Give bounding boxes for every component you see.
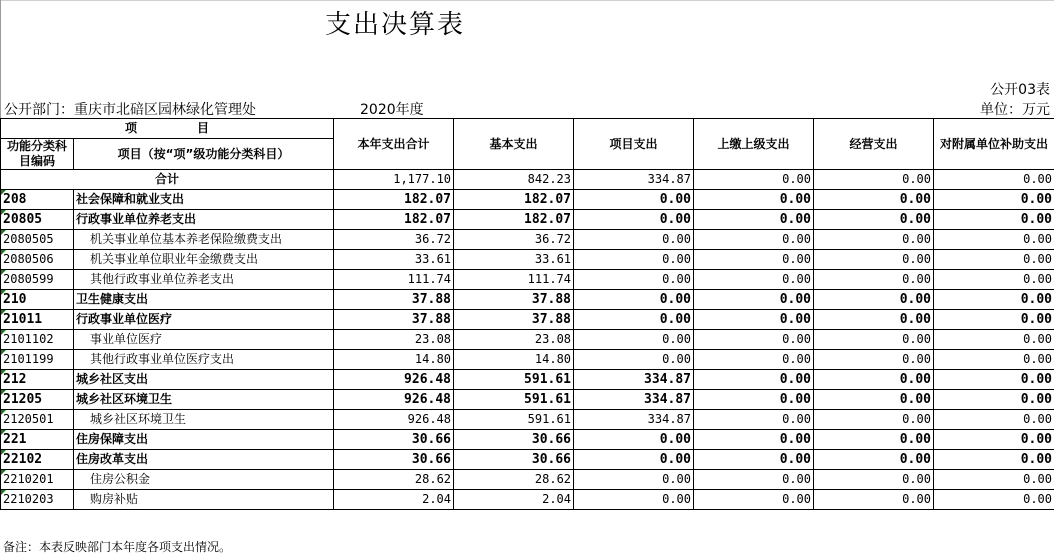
amount-cell[interactable]: 0.00	[934, 410, 1054, 430]
function-code-text: 20805	[3, 212, 43, 227]
item-name-cell[interactable]: 购房补贴	[74, 490, 334, 510]
function-code-cell[interactable]	[1, 490, 74, 510]
amount-cell[interactable]: 0.00	[574, 450, 694, 470]
amount-cell[interactable]: 0.00	[814, 470, 934, 490]
total-cell: 0.00	[694, 170, 814, 190]
amount-cell[interactable]: 0.00	[574, 350, 694, 370]
col-header-operating: 经营支出	[814, 119, 934, 170]
amount-cell[interactable]: 0.00	[574, 210, 694, 230]
form-number: 公开03表	[990, 82, 1050, 98]
table-row	[1, 310, 1054, 330]
amount-cell[interactable]: 0.00	[694, 190, 814, 210]
cell-comment-marker-icon	[1, 390, 6, 395]
item-name-cell[interactable]: 住房保障支出	[74, 430, 334, 450]
table-row	[1, 410, 1054, 430]
amount-cell[interactable]: 0.00	[574, 430, 694, 450]
total-cell: 842.23	[454, 170, 574, 190]
amount-cell[interactable]: 0.00	[694, 430, 814, 450]
amount-cell[interactable]: 30.66	[454, 430, 574, 450]
function-code-cell[interactable]	[1, 230, 74, 250]
cell-comment-marker-icon	[1, 330, 6, 335]
cell-comment-marker-icon	[1, 210, 6, 215]
amount-cell[interactable]: 0.00	[574, 470, 694, 490]
function-code-cell[interactable]	[1, 330, 74, 350]
header-row-1	[1, 119, 1054, 139]
item-name-cell[interactable]: 机关事业单位基本养老保险缴费支出	[74, 230, 334, 250]
amount-cell[interactable]: 0.00	[934, 430, 1054, 450]
amount-cell[interactable]: 0.00	[934, 490, 1054, 510]
amount-cell[interactable]: 0.00	[814, 230, 934, 250]
amount-cell[interactable]: 36.72	[454, 230, 574, 250]
function-code-cell[interactable]	[1, 410, 74, 430]
cell-comment-marker-icon	[1, 350, 6, 355]
department-label: 公开部门：重庆市北碚区园林绿化管理处	[4, 102, 256, 118]
amount-cell[interactable]: 926.48	[334, 410, 454, 430]
amount-cell[interactable]: 0.00	[814, 210, 934, 230]
item-group-header: 项 目	[1, 119, 334, 139]
amount-cell[interactable]: 591.61	[454, 410, 574, 430]
amount-cell[interactable]: 0.00	[694, 270, 814, 290]
function-code-cell[interactable]	[1, 270, 74, 290]
function-code-cell[interactable]	[1, 290, 74, 310]
cell-comment-marker-icon	[1, 190, 6, 195]
cell-comment-marker-icon	[1, 470, 6, 475]
amount-cell[interactable]: 0.00	[814, 370, 934, 390]
function-code-cell[interactable]	[1, 310, 74, 330]
amount-cell[interactable]: 591.61	[454, 370, 574, 390]
amount-cell[interactable]: 0.00	[814, 310, 934, 330]
function-code-text: 22102	[3, 452, 43, 467]
function-code-text: 2080505	[3, 232, 54, 246]
amount-cell[interactable]: 0.00	[694, 310, 814, 330]
amount-cell[interactable]: 14.80	[454, 350, 574, 370]
cell-comment-marker-icon	[1, 450, 6, 455]
function-code-text: 221	[3, 432, 27, 447]
cell-comment-marker-icon	[1, 290, 6, 295]
table-row	[1, 470, 1054, 490]
function-code-cell[interactable]	[1, 370, 74, 390]
amount-cell[interactable]: 926.48	[334, 390, 454, 410]
amount-cell[interactable]: 0.00	[574, 270, 694, 290]
amount-cell[interactable]: 0.00	[574, 330, 694, 350]
amount-cell[interactable]: 0.00	[934, 350, 1054, 370]
amount-cell[interactable]: 28.62	[454, 470, 574, 490]
cell-comment-marker-icon	[1, 310, 6, 315]
col-header-project: 项目支出	[574, 119, 694, 170]
amount-cell[interactable]: 0.00	[934, 270, 1054, 290]
cell-comment-marker-icon	[1, 250, 6, 255]
function-code-cell[interactable]	[1, 430, 74, 450]
amount-cell[interactable]: 182.07	[334, 210, 454, 230]
amount-cell[interactable]: 0.00	[934, 290, 1054, 310]
amount-cell[interactable]: 182.07	[454, 190, 574, 210]
cell-comment-marker-icon	[1, 270, 6, 275]
amount-cell[interactable]: 33.61	[334, 250, 454, 270]
unit-label: 单位：万元	[980, 102, 1050, 118]
amount-cell[interactable]: 0.00	[814, 350, 934, 370]
col-header-basic: 基本支出	[454, 119, 574, 170]
amount-cell[interactable]: 0.00	[574, 310, 694, 330]
amount-cell[interactable]: 0.00	[934, 250, 1054, 270]
amount-cell[interactable]: 23.08	[334, 330, 454, 350]
function-code-text: 212	[3, 372, 27, 387]
function-code-cell[interactable]	[1, 350, 74, 370]
amount-cell[interactable]: 0.00	[814, 250, 934, 270]
table-row	[1, 270, 1054, 290]
amount-cell[interactable]: 0.00	[934, 370, 1054, 390]
amount-cell[interactable]: 334.87	[574, 370, 694, 390]
function-code-cell[interactable]	[1, 250, 74, 270]
table-row	[1, 230, 1054, 250]
amount-cell[interactable]: 0.00	[934, 470, 1054, 490]
function-code-cell[interactable]	[1, 210, 74, 230]
item-name-cell[interactable]: 城乡社区环境卫生	[74, 390, 334, 410]
table-row	[1, 390, 1054, 410]
total-label: 合计	[1, 170, 334, 190]
function-code-text: 2080599	[3, 272, 54, 286]
amount-cell[interactable]: 2.04	[454, 490, 574, 510]
amount-cell[interactable]: 23.08	[454, 330, 574, 350]
table-row	[1, 450, 1054, 470]
amount-cell[interactable]: 36.72	[334, 230, 454, 250]
expenditure-table	[0, 118, 1054, 510]
amount-cell[interactable]: 0.00	[934, 230, 1054, 250]
table-row	[1, 350, 1054, 370]
cell-comment-marker-icon	[1, 430, 6, 435]
amount-cell[interactable]: 30.66	[334, 450, 454, 470]
amount-cell[interactable]: 0.00	[574, 490, 694, 510]
function-code-text: 2120501	[3, 412, 54, 426]
amount-cell[interactable]: 0.00	[694, 230, 814, 250]
function-code-cell[interactable]	[1, 390, 74, 410]
amount-cell[interactable]: 0.00	[814, 270, 934, 290]
function-code-text: 2080506	[3, 252, 54, 266]
function-code-text: 210	[3, 292, 27, 307]
table-row	[1, 250, 1054, 270]
amount-cell[interactable]: 0.00	[694, 350, 814, 370]
amount-cell[interactable]: 2.04	[334, 490, 454, 510]
item-name-cell[interactable]: 城乡社区环境卫生	[74, 410, 334, 430]
amount-cell[interactable]: 0.00	[814, 290, 934, 310]
amount-cell[interactable]: 0.00	[694, 470, 814, 490]
function-code-text: 21011	[3, 312, 43, 327]
table-row	[1, 370, 1054, 390]
cell-comment-marker-icon	[1, 490, 6, 495]
amount-cell[interactable]: 0.00	[694, 290, 814, 310]
item-name-cell[interactable]: 行政事业单位养老支出	[74, 210, 334, 230]
item-name-cell[interactable]: 卫生健康支出	[74, 290, 334, 310]
item-name-cell[interactable]: 其他行政事业单位医疗支出	[74, 350, 334, 370]
code-column-header: 功能分类科目编码	[1, 139, 74, 170]
amount-cell[interactable]: 37.88	[334, 310, 454, 330]
amount-cell[interactable]: 0.00	[574, 250, 694, 270]
amount-cell[interactable]: 14.80	[334, 350, 454, 370]
name-column-header: 项目（按“项”级功能分类科目）	[74, 139, 334, 170]
amount-cell[interactable]: 30.66	[454, 450, 574, 470]
amount-cell[interactable]: 33.61	[454, 250, 574, 270]
amount-cell[interactable]: 0.00	[934, 310, 1054, 330]
amount-cell[interactable]: 0.00	[814, 390, 934, 410]
amount-cell[interactable]: 0.00	[814, 190, 934, 210]
function-code-cell[interactable]	[1, 190, 74, 210]
amount-cell[interactable]: 0.00	[934, 330, 1054, 350]
table-row	[1, 210, 1054, 230]
amount-cell[interactable]: 0.00	[934, 190, 1054, 210]
item-name-cell[interactable]: 住房改革支出	[74, 450, 334, 470]
total-cell: 334.87	[574, 170, 694, 190]
table-row	[1, 290, 1054, 310]
total-cell: 1,177.10	[334, 170, 454, 190]
amount-cell[interactable]: 591.61	[454, 390, 574, 410]
amount-cell[interactable]: 0.00	[814, 330, 934, 350]
amount-cell[interactable]: 0.00	[694, 410, 814, 430]
col-header-subsidy: 对附属单位补助支出	[934, 119, 1054, 170]
total-row	[1, 170, 1054, 190]
amount-cell[interactable]: 926.48	[334, 370, 454, 390]
item-name-cell[interactable]: 城乡社区支出	[74, 370, 334, 390]
amount-cell[interactable]: 334.87	[574, 390, 694, 410]
table-row	[1, 430, 1054, 450]
cell-comment-marker-icon	[1, 370, 6, 375]
amount-cell[interactable]: 182.07	[334, 190, 454, 210]
table-row	[1, 490, 1054, 510]
amount-cell[interactable]: 0.00	[694, 330, 814, 350]
function-code-text: 2210203	[3, 492, 54, 506]
amount-cell[interactable]: 0.00	[694, 390, 814, 410]
item-name-cell[interactable]: 社会保障和就业支出	[74, 190, 334, 210]
amount-cell[interactable]: 0.00	[934, 210, 1054, 230]
function-code-text: 21205	[3, 392, 43, 407]
table-row	[1, 190, 1054, 210]
amount-cell[interactable]: 0.00	[574, 290, 694, 310]
page-title: 支出决算表	[324, 10, 465, 40]
function-code-cell[interactable]	[1, 470, 74, 490]
item-name-cell[interactable]: 其他行政事业单位养老支出	[74, 270, 334, 290]
total-cell: 0.00	[934, 170, 1054, 190]
amount-cell[interactable]: 0.00	[814, 490, 934, 510]
amount-cell[interactable]: 0.00	[694, 250, 814, 270]
item-name-cell[interactable]: 住房公积金	[74, 470, 334, 490]
cell-comment-marker-icon	[1, 410, 6, 415]
amount-cell[interactable]: 111.74	[454, 270, 574, 290]
amount-cell[interactable]: 334.87	[574, 410, 694, 430]
amount-cell[interactable]: 111.74	[334, 270, 454, 290]
amount-cell[interactable]: 0.00	[694, 210, 814, 230]
function-code-text: 2210201	[3, 472, 54, 486]
cell-comment-marker-icon	[1, 230, 6, 235]
function-code-cell[interactable]	[1, 450, 74, 470]
amount-cell[interactable]: 30.66	[334, 430, 454, 450]
function-code-text: 2101199	[3, 352, 54, 366]
amount-cell[interactable]: 0.00	[934, 390, 1054, 410]
amount-cell[interactable]: 37.88	[454, 310, 574, 330]
item-name-cell[interactable]: 行政事业单位医疗	[74, 310, 334, 330]
amount-cell[interactable]: 0.00	[574, 230, 694, 250]
function-code-text: 2101102	[3, 332, 54, 346]
sheet-top-border	[0, 0, 1054, 1]
item-name-cell[interactable]: 事业单位医疗	[74, 330, 334, 350]
amount-cell[interactable]: 28.62	[334, 470, 454, 490]
amount-cell[interactable]: 0.00	[814, 430, 934, 450]
amount-cell[interactable]: 0.00	[574, 190, 694, 210]
fiscal-year: 2020年度	[360, 102, 424, 118]
col-header-remit-superior: 上缴上级支出	[694, 119, 814, 170]
amount-cell[interactable]: 0.00	[934, 450, 1054, 470]
amount-cell[interactable]: 0.00	[814, 450, 934, 470]
amount-cell[interactable]: 0.00	[694, 370, 814, 390]
footnote: 备注：本表反映部门本年度各项支出情况。	[3, 540, 232, 554]
amount-cell[interactable]: 0.00	[694, 490, 814, 510]
total-cell: 0.00	[814, 170, 934, 190]
col-header-total: 本年支出合计	[334, 119, 454, 170]
amount-cell[interactable]: 182.07	[454, 210, 574, 230]
amount-cell[interactable]: 0.00	[814, 410, 934, 430]
amount-cell[interactable]: 0.00	[694, 450, 814, 470]
item-name-cell[interactable]: 机关事业单位职业年金缴费支出	[74, 250, 334, 270]
amount-cell[interactable]: 37.88	[454, 290, 574, 310]
table-row	[1, 330, 1054, 350]
function-code-text: 208	[3, 192, 27, 207]
amount-cell[interactable]: 37.88	[334, 290, 454, 310]
